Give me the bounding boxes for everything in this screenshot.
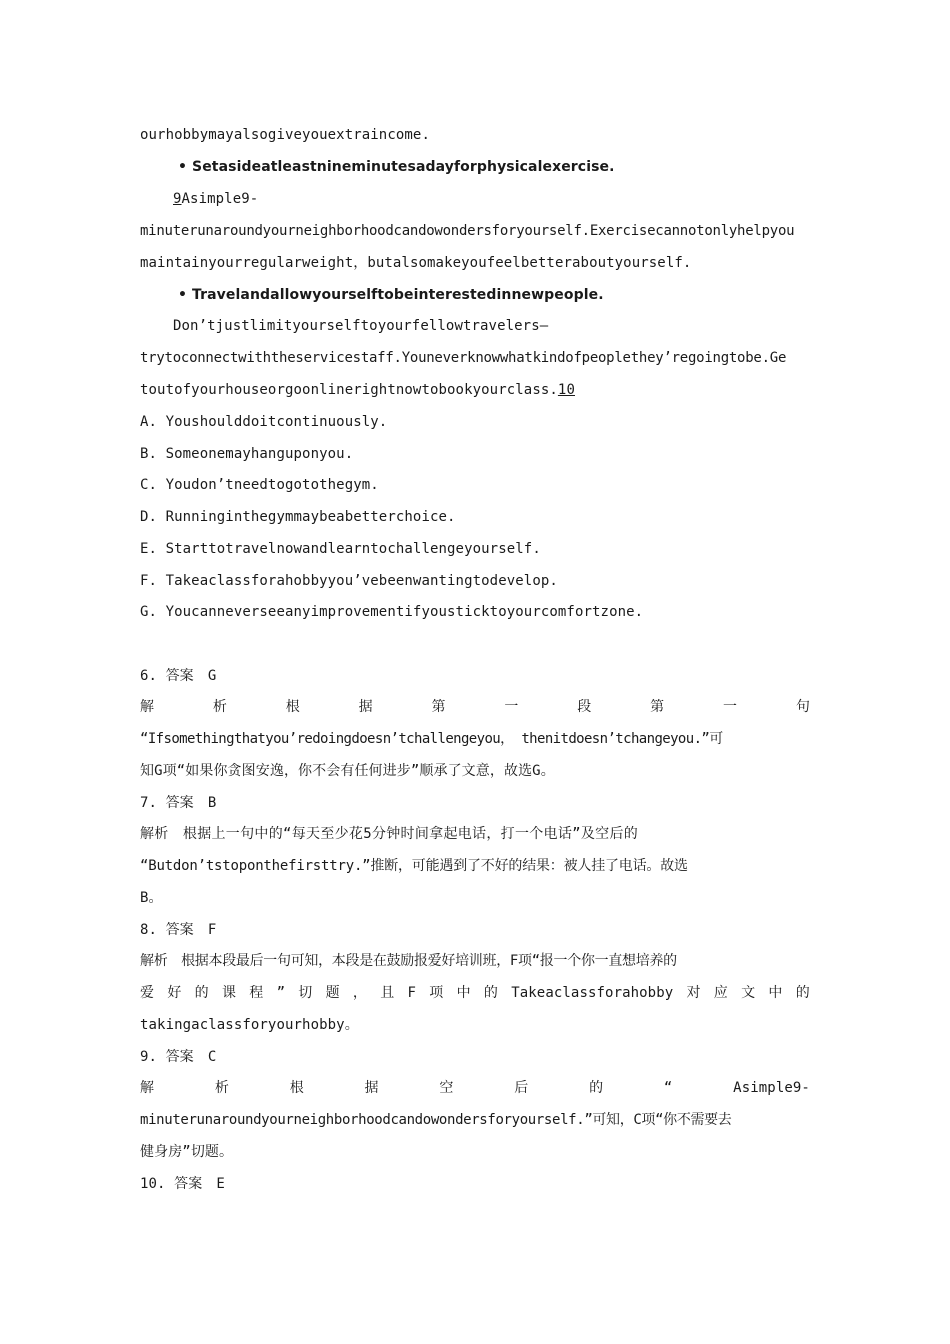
answer-7-explanation-line: 解析 根据上一句中的“每天至少花5分钟时间拿起电话，打一个电话”及空后的 (140, 826, 639, 842)
passage-line: trytoconnectwiththeservicestaff.Youneverknowwhatkindofpeoplethey’regoingtobe.Ge (140, 350, 787, 366)
char: 空 (439, 1080, 454, 1096)
char: 文 (741, 985, 756, 1001)
answer-8-explanation-line: 解析 根据本段最后一句可知，本段是在鼓励报爱好培训班，F项“报一个你一直想培养的 (140, 953, 677, 969)
passage-text: Asimple9- (181, 191, 259, 207)
option-g: G. Youcanneverseeanyimprovementifyousticktoyourcomfortzone. (140, 604, 644, 620)
char: 据 (364, 1080, 379, 1096)
char: 中 (456, 985, 471, 1001)
char: 第 (650, 699, 665, 715)
option-a: A. Youshoulddoitcontinuously. (140, 414, 388, 430)
char: “ (663, 1080, 673, 1096)
passage-line: minuterunaroundyourneighborhoodcandowondersforyourself.Exercisecannotonlyhelpyou (140, 223, 795, 239)
char: 项 (429, 985, 444, 1001)
answer-6-explanation-line: “Ifsomethingthatyou’redoingdoesn’tchallengeyou， thenitdoesn’tchangeyou.”可 (140, 731, 723, 747)
char: 切 (298, 985, 313, 1001)
char: 解 (140, 699, 155, 715)
answer-7-explanation-line: B。 (140, 890, 163, 906)
passage-line (173, 189, 843, 209)
char: 且 (380, 985, 395, 1001)
option-b: B. Someonemayhanguponyou. (140, 446, 354, 462)
char: 对 (686, 985, 701, 1001)
char: 析 (212, 699, 227, 715)
char: 一 (723, 699, 738, 715)
char: Asimple9- (733, 1080, 810, 1096)
char: 的 (194, 985, 209, 1001)
answer-8-heading: 8. 答案 F (140, 922, 217, 938)
answer-9-explanation-line (140, 1078, 810, 1098)
answer-10-heading: 10. 答案 E (140, 1176, 225, 1192)
char: ， (352, 985, 368, 1001)
char: 课 (221, 985, 237, 1001)
char: 的 (589, 1080, 604, 1096)
blank-10: 10 (557, 382, 575, 398)
char: 第 (431, 699, 446, 715)
char: 中 (768, 985, 783, 1001)
char: 句 (795, 699, 810, 715)
option-d: D. Runninginthegymmaybeabetterchoice. (140, 509, 456, 525)
answer-9-heading: 9. 答案 C (140, 1049, 217, 1065)
passage-text: toutofyourhouseorgoonlinerightnowtobookyourclass. (140, 382, 558, 398)
char: 据 (358, 699, 373, 715)
char: 根 (285, 699, 300, 715)
char: 一 (504, 699, 519, 715)
passage-line: maintainyourregularweight，butalsomakeyoufeelbetteraboutyourself. (140, 255, 692, 271)
char: ” (276, 985, 286, 1001)
char: F (407, 985, 417, 1001)
answer-9-explanation-line: 健身房”切题。 (140, 1144, 234, 1160)
section-heading-travel: • Travelandallowyourselftobeinterestedinnewpeople. (178, 287, 604, 303)
char: Takeaclassforahobby (511, 985, 674, 1001)
char: 析 (214, 1080, 229, 1096)
char: 根 (289, 1080, 304, 1096)
option-f: F. Takeaclassforahobbyyou’vebeenwantingtodevelop. (140, 573, 558, 589)
char: 题 (325, 985, 340, 1001)
answer-6-explanation-line: 知G项“如果你贪图安逸，你不会有任何进步”顺承了文意，故选G。 (140, 763, 555, 779)
answer-8-explanation-line (140, 983, 810, 1003)
answer-8-explanation-line: takingaclassforyourhobby。 (140, 1017, 359, 1033)
char: 后 (514, 1080, 529, 1096)
char: 应 (713, 985, 728, 1001)
blank-9: 9 (173, 191, 182, 207)
char: 段 (577, 699, 592, 715)
answer-9-explanation-line: minuterunaroundyourneighborhoodcandowondersforyourself.”可知，C项“你不需要去 (140, 1112, 732, 1128)
char: 的 (483, 985, 499, 1001)
answer-6-explanation-line (140, 697, 810, 717)
char: 程 (249, 985, 264, 1001)
answer-6-heading: 6. 答案 G (140, 668, 217, 684)
char: 爱 (140, 985, 155, 1001)
option-c: C. Youdon’tneedtogotothegym. (140, 477, 379, 493)
answer-7-heading: 7. 答案 B (140, 795, 217, 811)
char: 解 (140, 1080, 155, 1096)
answer-7-explanation-line: “Butdon’tstoponthefirsttry.”推断，可能遇到了不好的结果：被人挂了电话。故选 (140, 858, 688, 874)
passage-line: ourhobbymayalsogiveyouextraincome. (140, 127, 430, 143)
section-heading-exercise: • Setasideatleastnineminutesadayforphysicalexercise. (178, 159, 615, 175)
passage-line: Don’tjustlimityourselftoyourfellowtravelers— (173, 318, 549, 334)
passage-line (140, 380, 810, 400)
char: 好 (167, 985, 182, 1001)
char: 的 (795, 985, 810, 1001)
option-e: E. Starttotravelnowandlearntochallengeyourself. (140, 541, 541, 557)
